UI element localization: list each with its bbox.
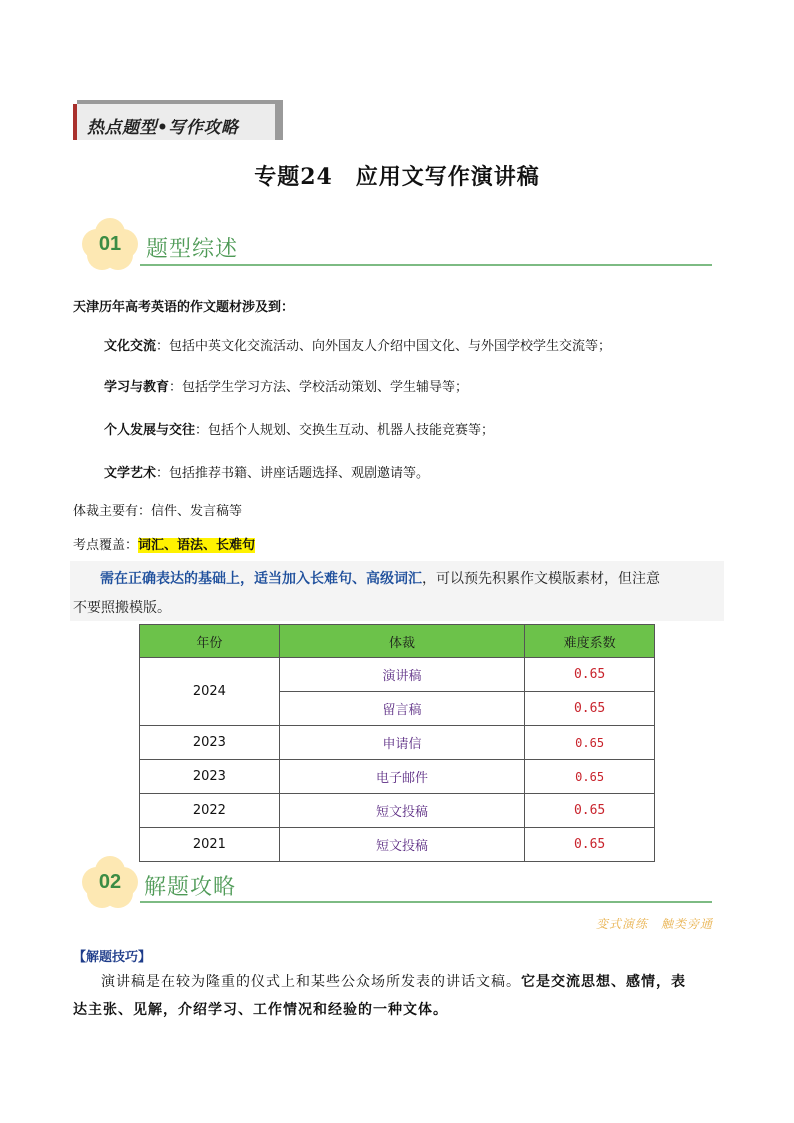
difficulty-cell: 0.65 (525, 692, 655, 726)
tips-text-2: 它是交流思想、感情，表 (521, 974, 686, 990)
difficulty-cell: 0.65 (525, 794, 655, 828)
topic-text: ：包括推荐书籍、讲座话题选择、观剧邀请等。 (156, 466, 430, 481)
side-note: 变式演练 触类旁通 (596, 917, 714, 931)
topic-text: ：包括学生学习方法、学校活动策划、学生辅导等； (169, 380, 469, 395)
tips-line-1 (73, 968, 723, 996)
note-line-1 (100, 568, 660, 588)
section-badge-02 (82, 856, 138, 908)
difficulty-cell: 0.65 (525, 726, 655, 760)
topic-item (104, 335, 611, 354)
year-cell: 2021 (140, 828, 280, 862)
year-cell: 2023 (140, 760, 280, 794)
intro-text: 天津历年高考英语的作文题材涉及到： (73, 300, 295, 315)
topic-text: ：包括个人规划、交换生互动、机器人技能竞赛等； (195, 423, 495, 438)
difficulty-cell: 0.65 (525, 760, 655, 794)
section-title: 解题攻略 (144, 875, 237, 900)
table-row (140, 726, 655, 760)
section-number: 02 (98, 871, 122, 893)
difficulty-cell: 0.65 (525, 658, 655, 692)
tips-paragraph (73, 968, 723, 1024)
topic-label: 学习与教育 (104, 380, 170, 395)
section-title: 题型综述 (146, 237, 239, 262)
difficulty-cell: 0.65 (525, 828, 655, 862)
genres-line: 体裁主要有：信件、发言稿等 (73, 504, 243, 519)
topic-text: ：包括中英文化交流活动、向外国友人介绍中国文化、与外国学校学生交流等； (156, 339, 612, 354)
document-title: 专题24 应用文写作演讲稿 (254, 164, 540, 190)
coverage-label: 考点覆盖： (73, 538, 139, 553)
section-number: 01 (98, 233, 122, 255)
note-line-2: 不要照搬模版。 (73, 600, 171, 616)
tips-text-3: 达主张、见解，介绍学习、工作情况和经验的一种文体。 (73, 1002, 448, 1018)
year-cell: 2022 (140, 794, 280, 828)
coverage-line (73, 534, 255, 553)
table-row (140, 828, 655, 862)
header-tag (73, 100, 279, 140)
tag-box (73, 104, 275, 140)
topic-item (104, 462, 429, 481)
topic-label: 文学艺术 (104, 466, 157, 481)
genre-cell: 演讲稿 (279, 658, 524, 692)
topic-label: 文化交流 (104, 339, 157, 354)
header-year: 年份 (140, 625, 280, 658)
header-difficulty: 难度系数 (525, 625, 655, 658)
topic-item (104, 419, 494, 438)
table-header-row (140, 625, 655, 658)
genre-cell: 申请信 (279, 726, 524, 760)
coverage-highlight: 词汇、语法、长难句 (138, 538, 256, 553)
table-row (140, 794, 655, 828)
table-row (140, 760, 655, 794)
exam-table (139, 624, 655, 862)
tips-text-1: 演讲稿是在较为隆重的仪式上和某些公众场所发表的讲话文稿。 (101, 974, 521, 990)
topic-item (104, 376, 468, 395)
note-rest: ，可以预先积累作文模版素材，但注意 (422, 571, 660, 587)
genre-cell: 留言稿 (279, 692, 524, 726)
genre-cell: 电子邮件 (279, 760, 524, 794)
section-divider (140, 264, 712, 266)
year-cell: 2024 (140, 658, 280, 726)
topic-label: 个人发展与交往 (104, 423, 196, 438)
genre-cell: 短文投稿 (279, 794, 524, 828)
section-badge-01 (82, 218, 138, 270)
header-genre: 体裁 (279, 625, 524, 658)
year-cell: 2023 (140, 726, 280, 760)
genre-cell: 短文投稿 (279, 828, 524, 862)
tips-heading: 【解题技巧】 (73, 950, 152, 965)
note-emphasis: 需在正确表达的基础上，适当加入长难句、高级词汇 (100, 571, 422, 587)
header-tag-text: 热点题型•写作攻略 (87, 118, 239, 138)
section-divider (140, 901, 712, 903)
table-row (140, 658, 655, 692)
